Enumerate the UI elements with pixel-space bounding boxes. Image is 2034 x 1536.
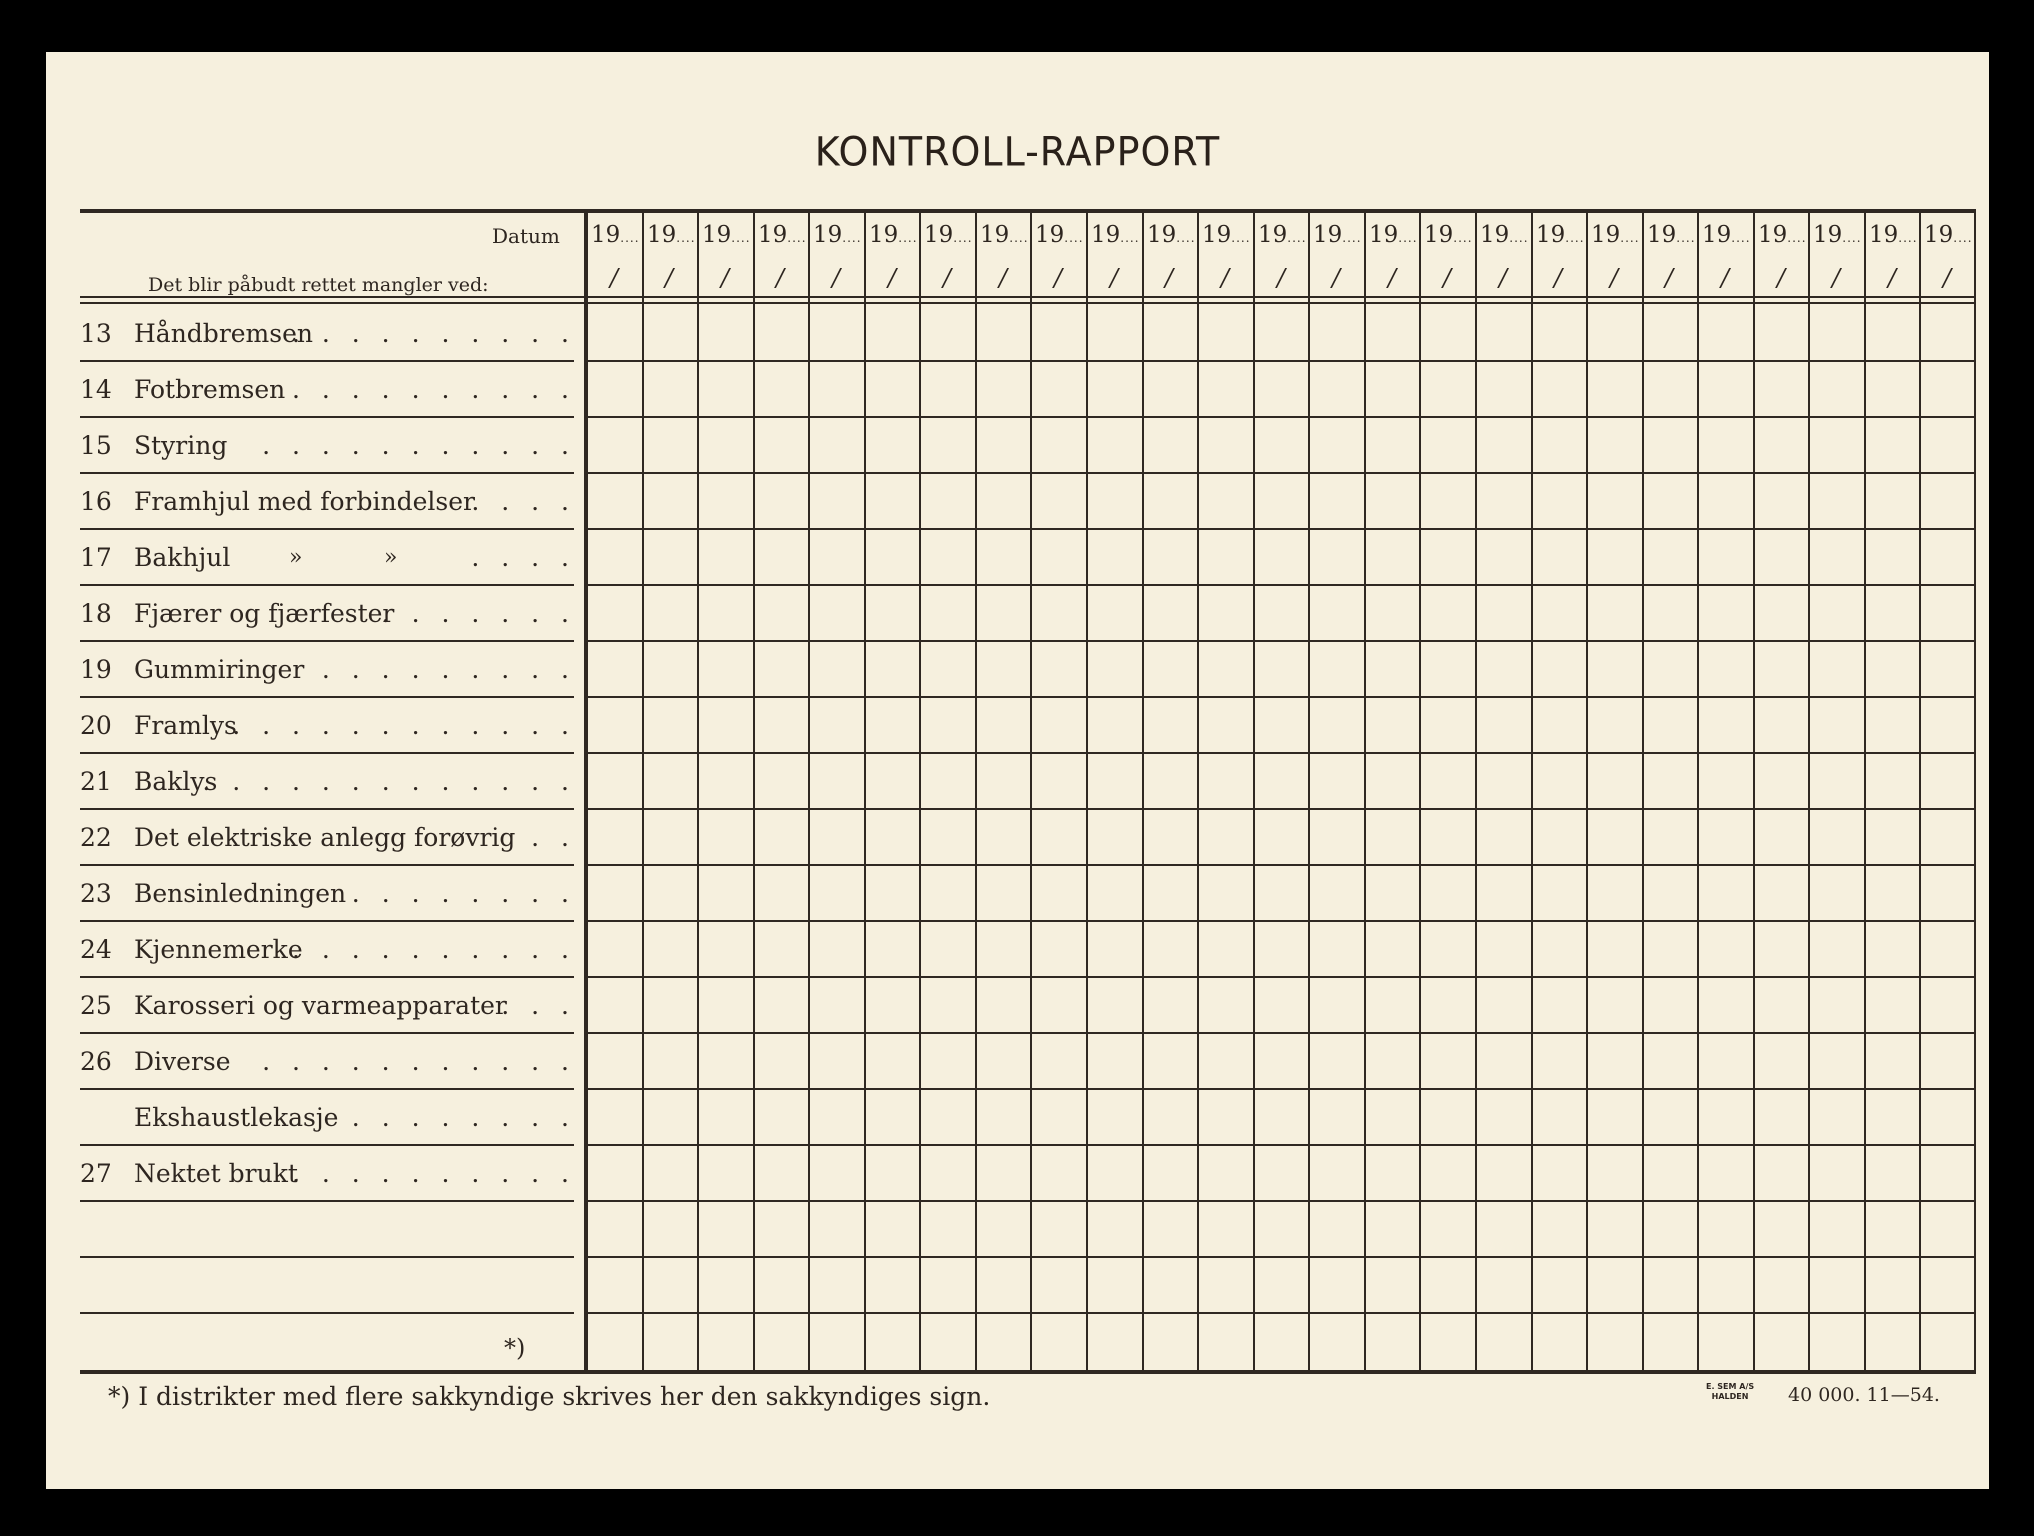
date-year-field <box>1702 222 1751 248</box>
label-row-rule <box>80 1144 574 1146</box>
year-blank[interactable]: .... <box>1565 231 1585 245</box>
row-number: 27 <box>80 1159 112 1188</box>
grid-row-rule <box>588 528 1974 530</box>
date-slash: / <box>1721 264 1730 292</box>
year-blank[interactable]: .... <box>1787 231 1807 245</box>
date-year-field <box>1424 222 1473 248</box>
date-year-field <box>813 222 862 248</box>
date-column-line <box>1697 209 1699 1370</box>
year-prefix: 19 <box>1424 222 1454 248</box>
date-column-line <box>1753 209 1755 1370</box>
date-slash: / <box>888 264 897 292</box>
date-slash: / <box>1221 264 1230 292</box>
date-year-field <box>1647 222 1696 248</box>
year-prefix: 19 <box>1869 222 1899 248</box>
row-leader-dots: . . . . . . . . . . <box>292 935 576 964</box>
year-prefix: 19 <box>1035 222 1065 248</box>
year-prefix: 19 <box>1091 222 1121 248</box>
row-number: 20 <box>80 711 112 740</box>
label-row-rule <box>80 584 574 586</box>
date-slash: / <box>1165 264 1174 292</box>
date-year-field <box>1591 222 1640 248</box>
row-number: 13 <box>80 319 112 348</box>
date-slash: / <box>1777 264 1786 292</box>
date-column-line <box>1308 209 1310 1370</box>
year-prefix: 19 <box>1647 222 1677 248</box>
year-blank[interactable]: .... <box>898 231 918 245</box>
date-column-line <box>1586 209 1588 1370</box>
row-label: Bakhjul <box>134 543 231 572</box>
row-number: 18 <box>80 599 112 628</box>
inspection-card <box>46 52 1989 1489</box>
year-blank[interactable]: .... <box>1509 231 1529 245</box>
year-blank[interactable]: .... <box>1342 231 1362 245</box>
date-column-line <box>1475 209 1477 1370</box>
row-leader-dots: . . <box>531 823 576 852</box>
grid-row-rule <box>588 1144 1974 1146</box>
row-label: Det elektriske anlegg forøvrig <box>134 823 516 852</box>
row-number: 21 <box>80 767 112 796</box>
year-prefix: 19 <box>1258 222 1288 248</box>
date-slash: / <box>999 264 1008 292</box>
date-year-field <box>1091 222 1140 248</box>
row-number: 25 <box>80 991 112 1020</box>
year-blank[interactable]: .... <box>1620 231 1640 245</box>
date-slash: / <box>1443 264 1452 292</box>
year-blank[interactable]: .... <box>1398 231 1418 245</box>
date-slash: / <box>1110 264 1119 292</box>
date-year-field <box>1924 222 1973 248</box>
year-prefix: 19 <box>1369 222 1399 248</box>
date-column-line <box>1142 209 1144 1370</box>
date-year-field <box>591 222 640 248</box>
grid-row-rule <box>588 976 1974 978</box>
date-year-field <box>980 222 1029 248</box>
date-year-field <box>1313 222 1362 248</box>
label-row-rule <box>80 920 574 922</box>
header-double-rule-1 <box>80 296 1976 298</box>
label-row-rule <box>80 472 574 474</box>
grid-row-rule <box>588 640 1974 642</box>
header-double-rule-2 <box>80 302 1976 304</box>
label-row-rule <box>80 1088 574 1090</box>
year-blank[interactable]: .... <box>1898 231 1918 245</box>
year-prefix: 19 <box>647 222 677 248</box>
row-label: Kjennemerke <box>134 935 303 964</box>
date-slash: / <box>1499 264 1508 292</box>
date-column-line <box>864 209 866 1370</box>
year-blank[interactable]: .... <box>842 231 862 245</box>
row-leader-dots: . . . . . . . . <box>351 1103 576 1132</box>
date-year-field <box>1147 222 1196 248</box>
date-year-field <box>1813 222 1862 248</box>
printer-name: E. SEM A/S <box>1706 1382 1755 1391</box>
row-leader-dots: . . . . . . . . . . . . . <box>202 767 576 796</box>
row-number: 22 <box>80 823 112 852</box>
row-leader-dots: . . . . . . . . . . <box>292 375 576 404</box>
row-number: 17 <box>80 543 112 572</box>
row-label: Gummiringer <box>134 655 305 684</box>
grid-row-rule <box>588 1032 1974 1034</box>
date-column-line <box>1419 209 1421 1370</box>
grid-row-rule <box>588 752 1974 754</box>
label-row-rule <box>80 1256 574 1258</box>
row-label: Fotbremsen <box>134 375 286 404</box>
datum-label: Datum <box>492 224 560 248</box>
row-label: Framlys <box>134 711 237 740</box>
date-year-field <box>647 222 696 248</box>
row-number: 23 <box>80 879 112 908</box>
row-leader-dots: . . . . . . . <box>381 599 576 628</box>
label-row-rule <box>80 1200 574 1202</box>
date-slash: / <box>1832 264 1841 292</box>
date-column-line <box>1808 209 1810 1370</box>
grid-row-rule <box>588 696 1974 698</box>
grid-row-rule <box>588 360 1974 362</box>
row-leader-dots: . . . . <box>471 543 576 572</box>
report-grid <box>46 52 1989 1489</box>
date-year-field <box>1035 222 1084 248</box>
ditto-mark: » <box>384 545 398 570</box>
date-slash: / <box>1277 264 1286 292</box>
year-blank[interactable]: .... <box>620 231 640 245</box>
date-slash: / <box>610 264 619 292</box>
date-column-line <box>1253 209 1255 1370</box>
row-leader-dots: . . . . . . . . . . <box>292 319 576 348</box>
year-prefix: 19 <box>1758 222 1788 248</box>
year-prefix: 19 <box>702 222 732 248</box>
row-label: Ekshaustlekasje <box>134 1103 339 1132</box>
date-column-line <box>808 209 810 1370</box>
grid-row-rule <box>588 864 1974 866</box>
year-blank[interactable]: .... <box>1176 231 1196 245</box>
year-blank[interactable]: .... <box>1453 231 1473 245</box>
date-slash: / <box>776 264 785 292</box>
year-blank[interactable]: .... <box>1676 231 1696 245</box>
label-row-rule <box>80 528 574 530</box>
date-column-line <box>1864 209 1866 1370</box>
year-prefix: 19 <box>758 222 788 248</box>
row-leader-dots: . . . . . . . . . <box>321 655 576 684</box>
date-slash: / <box>1610 264 1619 292</box>
year-blank[interactable]: .... <box>1842 231 1862 245</box>
year-blank[interactable]: .... <box>1064 231 1084 245</box>
printer-imprint <box>1706 1382 1754 1402</box>
date-slash: / <box>1665 264 1674 292</box>
footnote: *) I distrikter med flere sakkyndige skrives her den sakkyndiges sign. <box>108 1382 991 1411</box>
row-label: Håndbremsen <box>134 319 313 348</box>
date-slash: / <box>1388 264 1397 292</box>
ditto-mark: » <box>289 545 303 570</box>
year-blank[interactable]: .... <box>1731 231 1751 245</box>
grid-row-rule <box>588 808 1974 810</box>
date-column-line <box>1531 209 1533 1370</box>
date-slash: / <box>665 264 674 292</box>
grid-row-rule <box>588 920 1974 922</box>
date-slash: / <box>1332 264 1341 292</box>
year-prefix: 19 <box>1480 222 1510 248</box>
row-leader-dots: . . . . . . . . . . . <box>262 431 576 460</box>
grid-right-edge <box>1974 209 1976 1370</box>
date-column-line <box>753 209 755 1370</box>
date-year-field <box>1536 222 1585 248</box>
row-number: 19 <box>80 655 112 684</box>
row-leader-dots: . . . . <box>471 487 576 516</box>
year-blank[interactable]: .... <box>731 231 751 245</box>
year-blank[interactable]: .... <box>1120 231 1140 245</box>
row-label: Framhjul med forbindelser <box>134 487 475 516</box>
year-prefix: 19 <box>924 222 954 248</box>
grid-row-rule <box>588 1200 1974 1202</box>
year-prefix: 19 <box>1536 222 1566 248</box>
date-slash: / <box>1943 264 1952 292</box>
print-run-info: 40 000. 11—54. <box>1788 1384 1940 1406</box>
label-row-rule <box>80 864 574 866</box>
year-blank[interactable]: .... <box>1953 231 1973 245</box>
date-column-line <box>975 209 977 1370</box>
date-year-field <box>1480 222 1529 248</box>
printer-city: HALDEN <box>1711 1392 1749 1401</box>
label-row-rule <box>80 1312 574 1314</box>
label-row-rule <box>80 808 574 810</box>
row-label: Karosseri og varmeapparater <box>134 991 507 1020</box>
year-blank[interactable]: .... <box>953 231 973 245</box>
row-leader-dots: . . . . . . . . . . . . <box>232 711 576 740</box>
row-number: 24 <box>80 935 112 964</box>
date-year-field <box>869 222 918 248</box>
label-column-divider <box>584 209 588 1370</box>
year-prefix: 19 <box>1591 222 1621 248</box>
label-row-rule <box>80 976 574 978</box>
row-leader-dots: . . . . . . . . <box>351 879 576 908</box>
date-slash: / <box>943 264 952 292</box>
row-leader-dots: . . . . . . . . . . . <box>262 1047 576 1076</box>
label-row-rule <box>80 1032 574 1034</box>
date-slash: / <box>1888 264 1897 292</box>
date-column-line <box>1364 209 1366 1370</box>
year-prefix: 19 <box>591 222 621 248</box>
date-slash: / <box>1054 264 1063 292</box>
year-blank[interactable]: .... <box>1231 231 1251 245</box>
year-blank[interactable]: .... <box>1009 231 1029 245</box>
date-column-line <box>1086 209 1088 1370</box>
date-year-field <box>1758 222 1807 248</box>
footnote-mark: *) <box>504 1334 526 1362</box>
row-number: 14 <box>80 375 112 404</box>
row-label: Diverse <box>134 1047 231 1076</box>
row-label: Nektet brukt <box>134 1159 298 1188</box>
row-label: Baklys <box>134 767 218 796</box>
year-prefix: 19 <box>980 222 1010 248</box>
date-column-line <box>1919 209 1921 1370</box>
label-row-rule <box>80 360 574 362</box>
year-prefix: 19 <box>1813 222 1843 248</box>
header-top-rule <box>80 209 1976 213</box>
date-year-field <box>1369 222 1418 248</box>
row-leader-dots: . . . <box>501 991 576 1020</box>
year-prefix: 19 <box>1202 222 1232 248</box>
grid-row-rule <box>588 1312 1974 1314</box>
row-number: 16 <box>80 487 112 516</box>
year-prefix: 19 <box>1702 222 1732 248</box>
date-year-field <box>1869 222 1918 248</box>
grid-row-rule <box>588 472 1974 474</box>
date-year-field <box>758 222 807 248</box>
grid-row-rule <box>588 1088 1974 1090</box>
grid-row-rule <box>588 584 1974 586</box>
row-number: 26 <box>80 1047 112 1076</box>
year-blank[interactable]: .... <box>787 231 807 245</box>
year-blank[interactable]: .... <box>1287 231 1307 245</box>
date-column-line <box>642 209 644 1370</box>
date-slash: / <box>1554 264 1563 292</box>
instruction-label: Det blir påbudt rettet mangler ved: <box>148 274 489 296</box>
year-prefix: 19 <box>813 222 843 248</box>
date-column-line <box>1030 209 1032 1370</box>
date-year-field <box>924 222 973 248</box>
year-prefix: 19 <box>1924 222 1954 248</box>
date-column-line <box>697 209 699 1370</box>
date-column-line <box>919 209 921 1370</box>
label-row-rule <box>80 416 574 418</box>
year-prefix: 19 <box>1313 222 1343 248</box>
grid-bottom-rule <box>80 1370 1976 1374</box>
grid-row-rule <box>588 1256 1974 1258</box>
grid-row-rule <box>588 416 1974 418</box>
row-label: Bensinledningen <box>134 879 347 908</box>
row-leader-dots: . . . . . . . . . . <box>292 1159 576 1188</box>
date-year-field <box>1202 222 1251 248</box>
page-title: KONTROLL-RAPPORT <box>814 128 1221 176</box>
row-number: 15 <box>80 431 112 460</box>
year-prefix: 19 <box>1147 222 1177 248</box>
label-row-rule <box>80 640 574 642</box>
label-row-rule <box>80 752 574 754</box>
year-blank[interactable]: .... <box>676 231 696 245</box>
row-label: Styring <box>134 431 228 460</box>
label-row-rule <box>80 696 574 698</box>
date-column-line <box>1642 209 1644 1370</box>
date-slash: / <box>721 264 730 292</box>
date-column-line <box>1197 209 1199 1370</box>
date-year-field <box>1258 222 1307 248</box>
date-year-field <box>702 222 751 248</box>
row-label: Fjærer og fjærfester <box>134 599 395 628</box>
date-slash: / <box>832 264 841 292</box>
year-prefix: 19 <box>869 222 899 248</box>
